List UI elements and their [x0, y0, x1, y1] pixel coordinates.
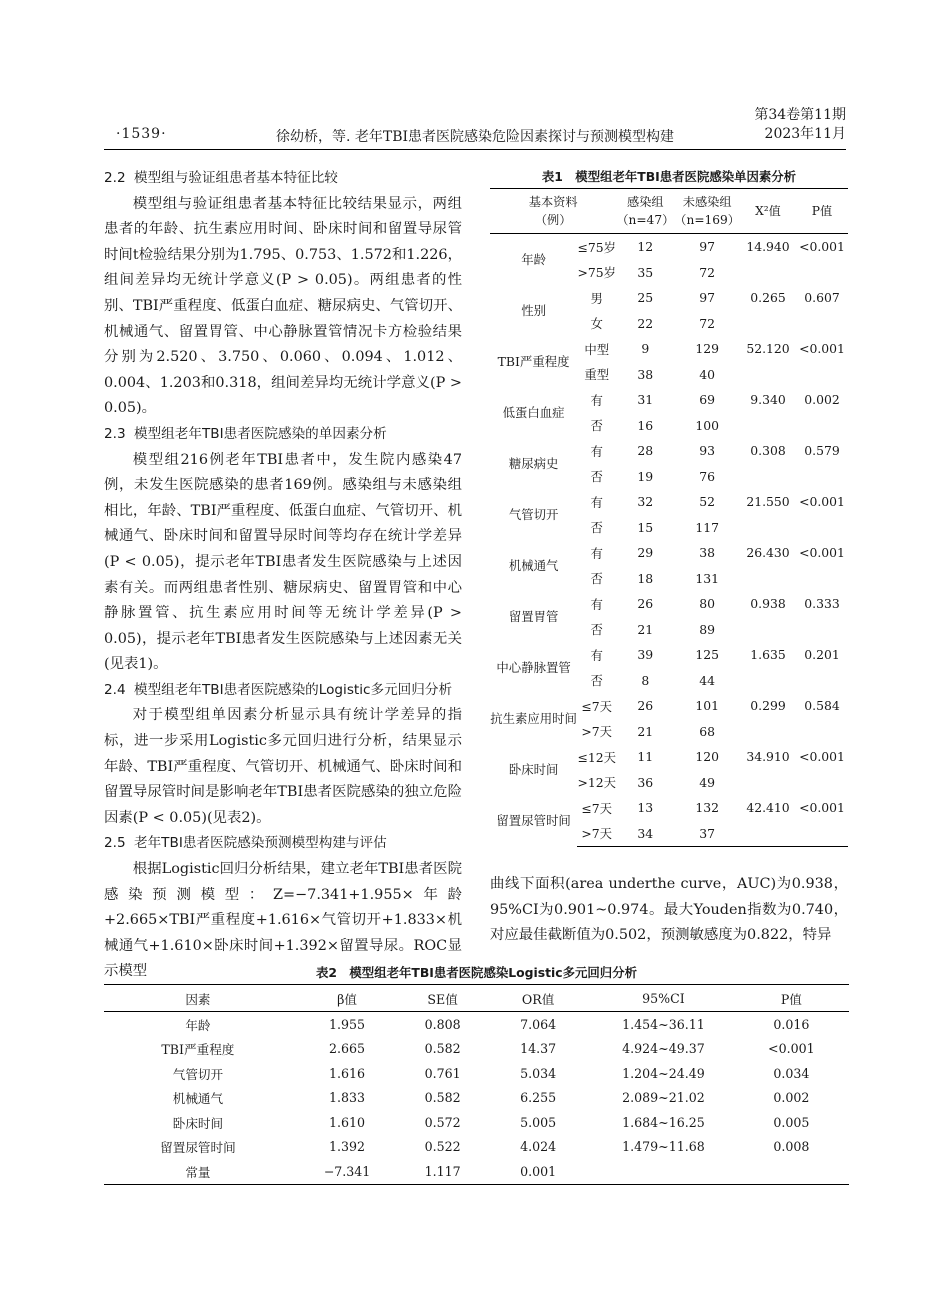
table-cell: 1.684~16.25	[622, 1114, 705, 1130]
cell-chi: 14.940	[746, 239, 790, 255]
column-header: 基本资料 （例）	[490, 189, 616, 234]
cell-level: ≤12天	[577, 749, 617, 765]
running-title: 徐幼桥，等. 老年TBI患者医院感染危险因素探讨与预测模型构建	[275, 129, 675, 145]
table-cell	[593, 1159, 734, 1184]
table-cell: 4.924~49.37	[622, 1041, 705, 1057]
cell-non: 72	[699, 264, 716, 280]
table-row	[490, 693, 848, 719]
section-heading: 2.3 模型组老年TBI患者医院感染的单因素分析	[104, 425, 387, 442]
body-paragraph: 模型组216例老年TBI患者中，发生院内感染47例，未发生医院感染的患者169例。感染组与未感染组相比，年龄、TBI严重程度、低蛋白血症、气管切开、机械通气、卧床时间和留置导尿时间等均存在统计学差异(P < 0.05)，提示老年TBI患者发生医院感染与上述因素有关。而两组患者性别、糖尿病史、留置胃管和中心静脉置管、抗生素应用时间等无统计学差异(P > 0.05)，提示老年TBI患者发生医院感染与上述因素无关(见表1)。	[104, 451, 462, 673]
cell-inf: 32	[637, 494, 654, 510]
table-cell: 0.034	[773, 1065, 810, 1081]
cell-inf: 26	[637, 596, 654, 612]
cell-non: 120	[695, 749, 719, 765]
cell-p	[796, 515, 848, 541]
cell-chi	[740, 719, 796, 745]
table-cell: −7.341	[292, 1159, 402, 1184]
cell-chi: 42.410	[746, 800, 790, 816]
date-label: 2023年11月	[764, 126, 846, 142]
table-row	[490, 795, 848, 821]
body-paragraph: 对于模型组单因素分析显示具有统计学差异的指标，进一步采用Logistic多元回归进行分析，结果显示年龄、TBI严重程度、气管切开、机械通气、卧床时间和留置导尿管时间是影响老年TBI患者医院感染的独立危险因素(P < 0.05)(见表2)。	[104, 707, 462, 826]
cell-p	[796, 260, 848, 286]
table-caption: 表2 模型组老年TBI患者医院感染Logistic多元回归分析	[316, 965, 637, 980]
cell-inf: 26	[637, 698, 654, 714]
section-heading: 2.2 模型组与验证组患者基本特征比较	[104, 170, 338, 186]
table-cell: 2.665	[328, 1041, 366, 1057]
cell-level: ≤75岁	[577, 239, 617, 255]
table-2	[104, 962, 849, 1185]
table-row	[104, 1061, 849, 1086]
table-cell: 1.117	[402, 1159, 483, 1184]
table-row	[490, 387, 848, 413]
cell-non: 117	[695, 519, 719, 535]
cell-level: 否	[590, 520, 603, 536]
cell-inf: 38	[637, 366, 654, 382]
column-header: 因素	[104, 985, 292, 1012]
cell-chi: 21.550	[746, 494, 790, 510]
cell-p	[796, 362, 848, 388]
variable-name: 留置尿管时间	[496, 813, 571, 828]
cell-inf: 39	[637, 647, 654, 663]
table-row	[104, 1159, 849, 1184]
variable-name: 年龄	[521, 251, 546, 267]
cell-non: 97	[699, 290, 716, 306]
section-heading: 2.4 模型组老年TBI患者医院感染的Logistic多元回归分析	[104, 681, 453, 698]
table-row	[490, 336, 848, 362]
cell-non: 72	[699, 315, 716, 331]
table-cell: 1.479~11.68	[622, 1139, 705, 1155]
table-cell: 1.833	[328, 1090, 366, 1106]
cell-non: 101	[695, 698, 719, 714]
cell-p: <0.001	[799, 239, 845, 255]
journal-issue	[754, 106, 846, 144]
cell-chi	[740, 311, 796, 337]
cell-chi	[740, 821, 796, 847]
cell-non: 89	[699, 621, 716, 637]
cell-non: 44	[699, 672, 716, 688]
variable-name: 糖尿病史	[508, 455, 559, 471]
cell-inf: 8	[641, 672, 650, 688]
table-cell: 14.37	[520, 1041, 557, 1057]
variable-name: 留置胃管	[508, 608, 559, 624]
cell-p: <0.001	[799, 341, 845, 357]
table-caption: 表1 模型组老年TBI患者医院感染单因素分析	[541, 169, 797, 184]
cell-non: 131	[695, 570, 719, 586]
page-number: ·1539·	[116, 126, 167, 142]
cell-chi: 9.340	[750, 392, 786, 408]
variable-name: 中心静脉置管	[496, 659, 571, 675]
table-cell: 0.016	[773, 1016, 810, 1032]
table-row	[104, 1037, 849, 1062]
table-row	[490, 642, 848, 668]
table-row	[490, 234, 848, 260]
cell-inf: 16	[637, 417, 654, 433]
table-cell: 0.522	[424, 1139, 461, 1155]
cell-p	[796, 464, 848, 490]
table-cell: 5.005	[520, 1114, 557, 1130]
logistic-table	[104, 984, 849, 1185]
cell-inf: 28	[637, 443, 654, 459]
cell-chi: 34.910	[746, 749, 790, 765]
table-cell: 0.808	[424, 1016, 461, 1032]
cell-level: 有	[590, 494, 603, 510]
cell-inf: 21	[637, 723, 654, 739]
cell-inf: 19	[637, 468, 654, 484]
cell-level: >7天	[577, 821, 616, 847]
cell-chi	[740, 413, 796, 439]
cell-non: 97	[699, 239, 716, 255]
variable-name: 低蛋白血症	[502, 404, 565, 420]
table-cell: 0.582	[424, 1090, 461, 1106]
table-1	[490, 166, 848, 847]
table-row	[490, 438, 848, 464]
cell-p	[796, 617, 848, 643]
cell-chi: 0.938	[750, 596, 786, 612]
table-row	[104, 1110, 849, 1135]
cell-inf: 15	[637, 519, 654, 535]
table-row	[490, 285, 848, 311]
cell-level: 有	[590, 443, 603, 459]
table-cell: 0.002	[773, 1090, 810, 1106]
column-header: OR值	[483, 985, 593, 1012]
variable-name: 气管切开	[508, 506, 559, 522]
cell-inf: 25	[637, 290, 654, 306]
cell-level: 有	[590, 392, 603, 408]
cell-inf: 9	[641, 341, 650, 357]
cell-chi: 0.265	[750, 290, 786, 306]
cell-chi	[740, 617, 796, 643]
table-cell: 1.454~36.11	[622, 1016, 705, 1032]
table-cell: 气管切开	[172, 1066, 224, 1082]
cell-level: 否	[590, 673, 603, 689]
table-cell: 1.616	[328, 1065, 366, 1081]
cell-chi	[740, 566, 796, 592]
body-paragraph: 曲线下面积(area underthe curve，AUC)为0.938，95%CI为0.901~0.974。最大Youden指数为0.740，对应最佳截断值为0.502，预测敏感度为0.822，特异	[490, 876, 848, 944]
cell-p: <0.001	[799, 545, 845, 561]
cell-level: 女	[590, 316, 603, 332]
table-cell: 0.761	[424, 1065, 461, 1081]
cell-non: 52	[699, 494, 716, 510]
cell-non: 38	[699, 545, 716, 561]
cell-inf: 34	[616, 821, 674, 847]
cell-level: 男	[590, 290, 603, 306]
table-row	[104, 1135, 849, 1160]
cell-non: 132	[695, 800, 719, 816]
cell-level: 有	[590, 596, 603, 612]
cell-non: 100	[695, 417, 719, 433]
cell-chi: 0.308	[750, 443, 786, 459]
volume-label: 第34卷第11期	[754, 107, 846, 123]
variable-name: 性别	[521, 302, 546, 318]
cell-non: 129	[695, 341, 719, 357]
cell-level: 有	[590, 647, 603, 663]
left-column	[104, 166, 462, 985]
variable-name: 机械通气	[508, 557, 559, 573]
table-cell: <0.001	[768, 1041, 815, 1057]
column-header: 95%CI	[593, 985, 734, 1012]
table-cell: 1.204~24.49	[622, 1065, 705, 1081]
cell-inf: 21	[637, 621, 654, 637]
table-cell: 5.034	[520, 1065, 557, 1081]
cell-level: 否	[590, 418, 603, 434]
cell-level: 有	[590, 545, 603, 561]
variable-name: 卧床时间	[508, 761, 559, 777]
univariate-table	[490, 188, 848, 847]
cell-p	[796, 311, 848, 337]
table-cell: 0.001	[483, 1159, 593, 1184]
cell-non: 37	[674, 821, 740, 847]
cell-chi	[740, 464, 796, 490]
table-row	[490, 744, 848, 770]
cell-chi: 26.430	[746, 545, 790, 561]
cell-p	[796, 566, 848, 592]
table-row	[490, 489, 848, 515]
cell-chi	[740, 260, 796, 286]
table-cell: 4.024	[520, 1139, 557, 1155]
cell-level: 中型	[584, 341, 610, 357]
table-cell: 1.955	[328, 1016, 366, 1032]
variable-name: 抗生素应用时间	[490, 710, 577, 726]
table-row	[490, 540, 848, 566]
table-cell: 2.089~21.02	[622, 1090, 705, 1106]
cell-non: 40	[699, 366, 716, 382]
cell-chi: 0.299	[750, 698, 786, 714]
cell-p: 0.607	[804, 290, 840, 306]
table-cell: 7.064	[520, 1016, 557, 1032]
column-header: β值	[292, 985, 402, 1012]
table-cell: 0.005	[773, 1114, 810, 1130]
cell-inf: 13	[637, 800, 654, 816]
cell-p: 0.333	[804, 596, 840, 612]
cell-inf: 18	[637, 570, 654, 586]
cell-p: 0.584	[804, 698, 840, 714]
cell-p: <0.001	[799, 494, 845, 510]
cell-chi	[740, 362, 796, 388]
table-cell: 机械通气	[172, 1091, 224, 1107]
table-cell: 年龄	[185, 1017, 211, 1033]
column-header: X²值	[740, 189, 796, 234]
cell-p: 0.201	[804, 647, 840, 663]
cell-chi	[740, 668, 796, 694]
cell-inf: 11	[637, 749, 654, 765]
table-cell: 常量	[104, 1159, 292, 1184]
cell-level: 否	[590, 622, 603, 638]
cell-level: >12天	[577, 775, 617, 791]
table-cell: 卧床时间	[172, 1115, 224, 1131]
cell-p: 0.579	[804, 443, 840, 459]
cell-inf: 36	[637, 774, 654, 790]
cell-level: >7天	[581, 724, 613, 740]
table-cell	[734, 1159, 849, 1184]
cell-chi	[740, 770, 796, 796]
cell-non: 125	[695, 647, 719, 663]
table-cell: 6.255	[520, 1090, 557, 1106]
table-cell: 1.610	[328, 1114, 366, 1130]
table-cell: 留置尿管时间	[160, 1140, 236, 1156]
table-cell: 0.572	[424, 1114, 461, 1130]
cell-p	[796, 821, 848, 847]
cell-level: 重型	[584, 367, 610, 383]
cell-level: 否	[590, 469, 603, 485]
cell-inf: 31	[637, 392, 654, 408]
table-row	[490, 591, 848, 617]
column-header: P值	[796, 189, 848, 234]
cell-chi	[740, 515, 796, 541]
cell-p	[796, 770, 848, 796]
table-cell: 0.582	[424, 1041, 461, 1057]
cell-chi: 52.120	[746, 341, 790, 357]
table-cell: 1.392	[328, 1139, 366, 1155]
table-row	[104, 1086, 849, 1111]
variable-name: TBI严重程度	[497, 353, 570, 369]
cell-non: 93	[699, 443, 716, 459]
cell-level: >75岁	[577, 265, 617, 281]
cell-p: 0.002	[804, 392, 840, 408]
column-header: SE值	[402, 985, 483, 1012]
cell-non: 68	[699, 723, 716, 739]
cell-p	[796, 719, 848, 745]
cell-inf: 22	[637, 315, 654, 331]
cell-p	[796, 668, 848, 694]
header-rule	[104, 149, 846, 150]
cell-non: 49	[699, 774, 716, 790]
column-header: 感染组 （n=47）	[616, 189, 674, 234]
body-paragraph: 模型组与验证组患者基本特征比较结果显示，两组患者的年龄、抗生素应用时间、卧床时间和留置导尿管时间t检验结果分别为1.795、0.753、1.572和1.226，组间差异均无统计学意义(P > 0.05)。两组患者的性别、TBI严重程度、低蛋白血症、糖尿病史、气管切开、机械通气、留置胃管、中心静脉置管情况卡方检验结果分别为2.520、3.750、0.060、0.094、1.012、0.004、1.203和0.318，组间差异均无统计学意义(P > 0.05)。	[104, 195, 462, 417]
cell-level: 否	[590, 571, 603, 587]
cell-p: <0.001	[799, 800, 845, 816]
section-heading: 2.5 老年TBI患者医院感染预测模型构建与评估	[104, 835, 387, 852]
table-cell: 0.008	[773, 1139, 810, 1155]
cell-p: <0.001	[799, 749, 845, 765]
column-header: 未感染组 （n=169）	[674, 189, 740, 234]
cell-chi: 1.635	[750, 647, 786, 663]
table-row	[104, 1012, 849, 1037]
column-header: P值	[734, 985, 849, 1012]
cell-level: ≤7天	[581, 800, 613, 816]
cell-inf: 12	[637, 239, 654, 255]
cell-non: 76	[699, 468, 716, 484]
body-paragraph: 根据Logistic回归分析结果，建立老年TBI患者医院感染预测模型：Z=−7.341+1.955×年龄+2.665×TBI严重程度+1.616×气管切开+1.833×机械通气+1.610×卧床时间+1.392×留置导尿。ROC显示模型	[104, 861, 462, 980]
cell-inf: 29	[637, 545, 654, 561]
cell-inf: 35	[637, 264, 654, 280]
cell-non: 69	[699, 392, 716, 408]
cell-p	[796, 413, 848, 439]
table-cell: TBI严重程度	[161, 1042, 235, 1058]
cell-level: ≤7天	[581, 698, 613, 714]
cell-non: 80	[699, 596, 716, 612]
